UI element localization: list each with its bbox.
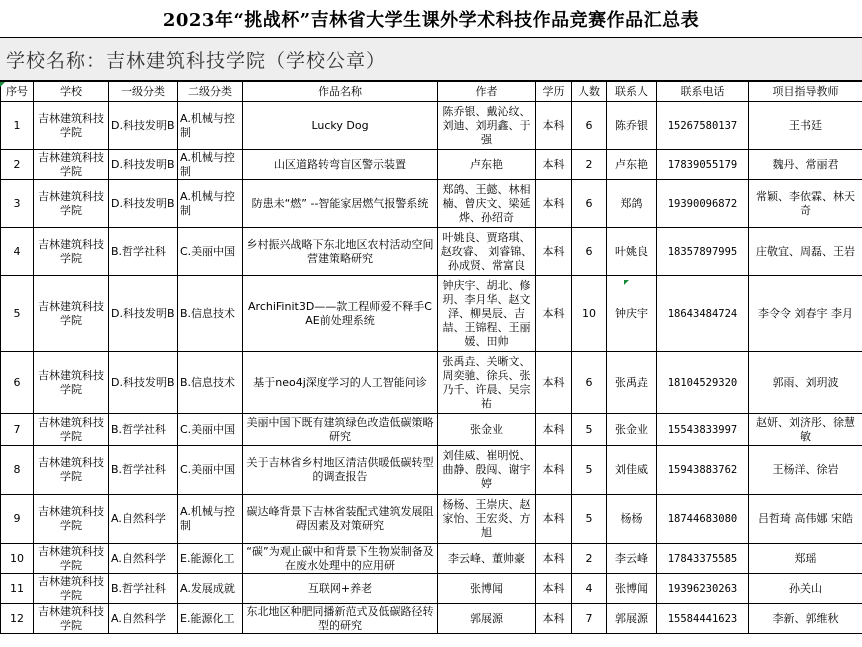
phone-cell[interactable]: 17839055179 xyxy=(657,150,749,180)
table-row xyxy=(1,102,862,150)
phone-cell[interactable]: 19390096872 xyxy=(657,180,749,228)
school-cell[interactable]: 吉林建筑科技学院 xyxy=(34,102,109,150)
row-number-cell[interactable]: 3 xyxy=(1,180,34,228)
table-row xyxy=(1,352,862,414)
authors-cell[interactable]: 叶姚良、贾珞琪、赵玫睿、 刘睿锦、孙成贤、常富良 xyxy=(438,228,536,276)
contact-cell[interactable]: 郭展源 xyxy=(607,604,657,634)
work-name-cell[interactable]: 乡村振兴战略下东北地区农村活动空间营建策略研究 xyxy=(243,228,438,276)
work-name-cell[interactable]: ArchiFinit3D——款工程师爱不释手CAE前处理系统 xyxy=(243,276,438,352)
education-cell[interactable]: 本科 xyxy=(536,604,572,634)
table-row xyxy=(1,276,862,352)
contact-cell[interactable]: 卢东艳 xyxy=(607,150,657,180)
work-name-cell[interactable]: 关于吉林省乡村地区清洁供暖低碳转型的调查报告 xyxy=(243,446,438,495)
row-number-cell[interactable]: 9 xyxy=(1,495,34,544)
advisor-cell[interactable]: 李令令 刘春宇 李月 xyxy=(749,276,862,352)
education-cell[interactable]: 本科 xyxy=(536,228,572,276)
education-cell[interactable]: 本科 xyxy=(536,276,572,352)
phone-cell[interactable]: 15584441623 xyxy=(657,604,749,634)
category-2-cell[interactable]: B.信息技术 xyxy=(178,276,243,352)
category-2-cell[interactable]: A.机械与控制 xyxy=(178,495,243,544)
advisor-cell[interactable]: 郭雨、刘玥波 xyxy=(749,352,862,414)
category-2-cell[interactable]: A.机械与控制 xyxy=(178,180,243,228)
row-number-cell[interactable]: 5 xyxy=(1,276,34,352)
authors-cell[interactable]: 郭展源 xyxy=(438,604,536,634)
cell-comment-marker xyxy=(0,82,5,87)
table-row xyxy=(1,180,862,228)
member-count-cell[interactable]: 5 xyxy=(572,414,607,446)
category-1-cell[interactable]: D.科技发明B xyxy=(109,180,178,228)
school-cell[interactable]: 吉林建筑科技学院 xyxy=(34,150,109,180)
education-cell[interactable]: 本科 xyxy=(536,102,572,150)
category-2-cell[interactable]: A.发展成就 xyxy=(178,574,243,604)
row-number-cell[interactable]: 10 xyxy=(1,544,34,574)
header-cell[interactable]: 作者 xyxy=(438,82,536,102)
category-1-cell[interactable]: A.自然科学 xyxy=(109,544,178,574)
table-body xyxy=(1,102,862,634)
sheet-title: 2023年“挑战杯”吉林省大学生课外学术科技作品竞赛作品汇总表 xyxy=(0,0,862,38)
authors-cell[interactable]: 李云峰、董帅豪 xyxy=(438,544,536,574)
contact-cell[interactable]: 叶姚良 xyxy=(607,228,657,276)
contact-cell[interactable]: 张博闻 xyxy=(607,574,657,604)
authors-cell[interactable]: 张金业 xyxy=(438,414,536,446)
authors-cell[interactable]: 张博闻 xyxy=(438,574,536,604)
authors-cell[interactable]: 张禹垚、关晰文、周奕驰、徐兵、张乃千、许晨、吴宗祐 xyxy=(438,352,536,414)
table-row xyxy=(1,446,862,495)
contact-cell[interactable]: 张金业 xyxy=(607,414,657,446)
phone-cell[interactable]: 19396230263 xyxy=(657,574,749,604)
contact-cell[interactable]: 李云峰 xyxy=(607,544,657,574)
school-cell[interactable]: 吉林建筑科技学院 xyxy=(34,228,109,276)
authors-cell[interactable]: 陈乔银、戴沁纹、刘迪、刘玥鑫、于强 xyxy=(438,102,536,150)
category-1-cell[interactable]: D.科技发明B xyxy=(109,276,178,352)
work-name-cell[interactable]: 东北地区种肥同播新范式及低碳路径转型的研究 xyxy=(243,604,438,634)
member-count-cell[interactable]: 6 xyxy=(572,228,607,276)
work-name-cell[interactable]: 美丽中国下既有建筑绿色改造低碳策略研究 xyxy=(243,414,438,446)
header-cell[interactable]: 项目指导教师 xyxy=(749,82,862,102)
school-cell[interactable]: 吉林建筑科技学院 xyxy=(34,276,109,352)
row-number-cell[interactable]: 7 xyxy=(1,414,34,446)
header-row xyxy=(1,82,862,102)
contact-cell[interactable]: 张禹垚 xyxy=(607,352,657,414)
work-name-cell[interactable]: 基于neo4j深度学习的人工智能问诊 xyxy=(243,352,438,414)
table-row xyxy=(1,574,862,604)
school-cell[interactable]: 吉林建筑科技学院 xyxy=(34,495,109,544)
advisor-cell[interactable]: 赵妍、刘济彤、徐慧敏 xyxy=(749,414,862,446)
advisor-cell[interactable]: 常颖、李依霖、林天奇 xyxy=(749,180,862,228)
phone-cell[interactable]: 15943883762 xyxy=(657,446,749,495)
contact-cell[interactable]: 杨杨 xyxy=(607,495,657,544)
header-cell[interactable]: 联系人 xyxy=(607,82,657,102)
category-2-cell[interactable]: A.机械与控制 xyxy=(178,102,243,150)
table-row xyxy=(1,544,862,574)
advisor-cell[interactable]: 郑瑶 xyxy=(749,544,862,574)
row-number-cell[interactable]: 1 xyxy=(1,102,34,150)
table-row xyxy=(1,228,862,276)
school-cell[interactable]: 吉林建筑科技学院 xyxy=(34,604,109,634)
member-count-cell[interactable]: 4 xyxy=(572,574,607,604)
authors-cell[interactable]: 郑鸽、王懿、林相楠、曾庆文、梁延烨、孙绍奇 xyxy=(438,180,536,228)
contact-cell[interactable]: 刘佳威 xyxy=(607,446,657,495)
advisor-cell[interactable]: 李新、郭维秋 xyxy=(749,604,862,634)
advisor-cell[interactable]: 王书廷 xyxy=(749,102,862,150)
phone-cell[interactable]: 15267580137 xyxy=(657,102,749,150)
phone-cell[interactable]: 17843375585 xyxy=(657,544,749,574)
member-count-cell[interactable]: 7 xyxy=(572,604,607,634)
category-1-cell[interactable]: B.哲学社科 xyxy=(109,574,178,604)
phone-cell[interactable]: 15543833997 xyxy=(657,414,749,446)
category-1-cell[interactable]: D.科技发明B xyxy=(109,150,178,180)
work-name-cell[interactable]: 互联网+养老 xyxy=(243,574,438,604)
authors-cell[interactable]: 杨杨、王崇庆、赵家怡、王宏炎、方旭 xyxy=(438,495,536,544)
school-cell[interactable]: 吉林建筑科技学院 xyxy=(34,180,109,228)
works-table xyxy=(0,81,862,634)
table-row xyxy=(1,495,862,544)
contact-cell[interactable]: 郑鸽 xyxy=(607,180,657,228)
member-count-cell[interactable]: 5 xyxy=(572,446,607,495)
advisor-cell[interactable]: 庄敬宜、周磊、王岩 xyxy=(749,228,862,276)
contact-cell[interactable]: 钟庆宇 xyxy=(607,276,657,352)
work-name-cell[interactable]: 山区道路转弯盲区警示装置 xyxy=(243,150,438,180)
member-count-cell[interactable]: 10 xyxy=(572,276,607,352)
header-cell[interactable]: 一级分类 xyxy=(109,82,178,102)
school-cell[interactable]: 吉林建筑科技学院 xyxy=(34,446,109,495)
school-cell[interactable]: 吉林建筑科技学院 xyxy=(34,574,109,604)
education-cell[interactable]: 本科 xyxy=(536,446,572,495)
member-count-cell[interactable]: 2 xyxy=(572,150,607,180)
advisor-cell[interactable]: 吕哲琦 高伟娜 宋皓 xyxy=(749,495,862,544)
cell-comment-marker xyxy=(624,280,629,285)
category-2-cell[interactable]: C.美丽中国 xyxy=(178,228,243,276)
header-cell[interactable]: 人数 xyxy=(572,82,607,102)
category-2-cell[interactable]: E.能源化工 xyxy=(178,544,243,574)
school-name-row[interactable]: 学校名称：吉林建筑科技学院（学校公章） xyxy=(0,38,862,81)
contact-cell[interactable]: 陈乔银 xyxy=(607,102,657,150)
member-count-cell[interactable]: 6 xyxy=(572,352,607,414)
member-count-cell[interactable]: 6 xyxy=(572,102,607,150)
row-number-cell[interactable]: 8 xyxy=(1,446,34,495)
work-name-cell[interactable]: 防患未“燃” --智能家居燃气报警系统 xyxy=(243,180,438,228)
table-row xyxy=(1,414,862,446)
phone-cell[interactable]: 18357897995 xyxy=(657,228,749,276)
authors-cell[interactable]: 钟庆宇、胡北、修玥、李月华、赵文泽、柳昊辰、吉喆、王锦程、王丽媛、田帅 xyxy=(438,276,536,352)
authors-cell[interactable]: 刘佳威、崔明悦、曲静、殷闯、谢宇婷 xyxy=(438,446,536,495)
member-count-cell[interactable]: 2 xyxy=(572,544,607,574)
category-1-cell[interactable]: A.自然科学 xyxy=(109,495,178,544)
member-count-cell[interactable]: 5 xyxy=(572,495,607,544)
table-row xyxy=(1,604,862,634)
row-number-cell[interactable]: 12 xyxy=(1,604,34,634)
education-cell[interactable]: 本科 xyxy=(536,574,572,604)
education-cell[interactable]: 本科 xyxy=(536,150,572,180)
category-2-cell[interactable]: A.机械与控制 xyxy=(178,150,243,180)
header-cell[interactable]: 序号 xyxy=(1,82,34,102)
education-cell[interactable]: 本科 xyxy=(536,352,572,414)
category-1-cell[interactable]: B.哲学社科 xyxy=(109,414,178,446)
authors-cell[interactable]: 卢东艳 xyxy=(438,150,536,180)
category-1-cell[interactable]: B.哲学社科 xyxy=(109,446,178,495)
header-cell[interactable]: 学历 xyxy=(536,82,572,102)
school-cell[interactable]: 吉林建筑科技学院 xyxy=(34,414,109,446)
school-cell[interactable]: 吉林建筑科技学院 xyxy=(34,544,109,574)
header-cell[interactable]: 二级分类 xyxy=(178,82,243,102)
work-name-cell[interactable]: “碳”为观止碳中和背景下生物炭制备及在废水处理中的应用研 xyxy=(243,544,438,574)
education-cell[interactable]: 本科 xyxy=(536,495,572,544)
advisor-cell[interactable]: 魏丹、常丽君 xyxy=(749,150,862,180)
table-row xyxy=(1,150,862,180)
row-number-cell[interactable]: 2 xyxy=(1,150,34,180)
member-count-cell[interactable]: 6 xyxy=(572,180,607,228)
work-name-cell[interactable]: 碳达峰背景下吉林省装配式建筑发展阻碍因素及对策研究 xyxy=(243,495,438,544)
category-2-cell[interactable]: C.美丽中国 xyxy=(178,446,243,495)
advisor-cell[interactable]: 王杨洋、徐岩 xyxy=(749,446,862,495)
education-cell[interactable]: 本科 xyxy=(536,180,572,228)
school-cell[interactable]: 吉林建筑科技学院 xyxy=(34,352,109,414)
category-2-cell[interactable]: E.能源化工 xyxy=(178,604,243,634)
header-cell[interactable]: 作品名称 xyxy=(243,82,438,102)
header-cell[interactable]: 联系电话 xyxy=(657,82,749,102)
row-number-cell[interactable]: 4 xyxy=(1,228,34,276)
category-2-cell[interactable]: C.美丽中国 xyxy=(178,414,243,446)
work-name-cell[interactable]: Lucky Dog xyxy=(243,102,438,150)
header-cell[interactable]: 学校 xyxy=(34,82,109,102)
category-2-cell[interactable]: B.信息技术 xyxy=(178,352,243,414)
education-cell[interactable]: 本科 xyxy=(536,414,572,446)
phone-cell[interactable]: 18643484724 xyxy=(657,276,749,352)
phone-cell[interactable]: 18744683080 xyxy=(657,495,749,544)
education-cell[interactable]: 本科 xyxy=(536,544,572,574)
row-number-cell[interactable]: 6 xyxy=(1,352,34,414)
advisor-cell[interactable]: 孙关山 xyxy=(749,574,862,604)
category-1-cell[interactable]: A.自然科学 xyxy=(109,604,178,634)
category-1-cell[interactable]: B.哲学社科 xyxy=(109,228,178,276)
category-1-cell[interactable]: D.科技发明B xyxy=(109,352,178,414)
category-1-cell[interactable]: D.科技发明B xyxy=(109,102,178,150)
phone-cell[interactable]: 18104529320 xyxy=(657,352,749,414)
row-number-cell[interactable]: 11 xyxy=(1,574,34,604)
